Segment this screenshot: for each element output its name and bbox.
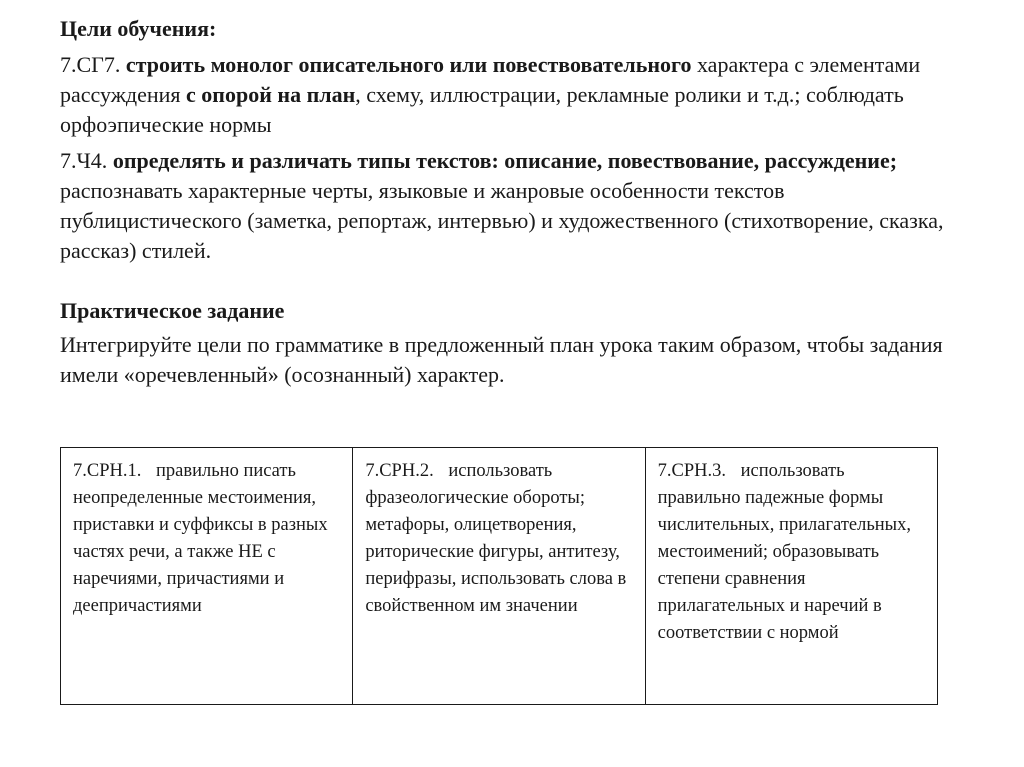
table-cell-srn1: [61, 448, 353, 705]
goals-heading: Цели обучения:: [60, 16, 217, 41]
goal-sg7-bold-2: с опорой на план: [186, 82, 356, 107]
table-cell-srn3: [645, 448, 937, 705]
goal-sg7: [60, 50, 960, 140]
goal-sg7-text-1: характера с элементами рассуждения: [60, 52, 921, 107]
cell-code: 7.СРН.2.: [365, 461, 434, 481]
task-heading: Практическое задание: [60, 298, 285, 323]
cell-code: 7.СРН.3.: [657, 461, 727, 481]
cell-text: использовать правильно падежные формы числительных, прилагательных, местоимений; образовывать степени сравнения прилагательных и наречий в соответствии с нормой: [657, 461, 911, 643]
goal-sg7-text-2: , схему, иллюстрации, рекламные ролики и т.д.; соблюдать орфоэпические нормы: [60, 82, 904, 137]
goal-ch4: [60, 146, 960, 266]
cell-text: использовать фразеологические обороты; метафоры, олицетворения, риторические фигуры, антитезу, перифразы, использовать слова в свойственном им значении: [365, 461, 627, 616]
goal-sg7-bold-1: строить монолог описательного или повествовательного: [125, 52, 692, 77]
cell-text: правильно писать неопределенные местоимения, приставки и суффиксы в разных частях речи, а также НЕ с наречиями, причастиями и деепричастиями: [73, 461, 328, 616]
table-row: [61, 448, 938, 705]
cell-code: 7.СРН.1.: [73, 461, 142, 481]
task-text: Интегрируйте цели по грамматике в предложенный план урока таким образом, чтобы задания имели «оречевленный» (осознанный) характер.: [60, 332, 943, 387]
grammar-goals-table: [60, 447, 938, 705]
goal-ch4-code: 7.Ч4.: [60, 148, 108, 173]
goal-ch4-bold-1: определять и различать типы текстов: описание, повествование, рассуждение;: [112, 148, 898, 173]
learning-goals-section: [60, 14, 960, 390]
table-cell-srn2: [353, 448, 645, 705]
goal-sg7-code: 7.СГ7.: [60, 52, 121, 77]
goal-ch4-text-1: распознавать характерные черты, языковые и жанровые особенности текстов публицистического (заметка, репортаж, интервью) и художественного (стихотворение, сказка, рассказ) стилей.: [60, 178, 944, 263]
